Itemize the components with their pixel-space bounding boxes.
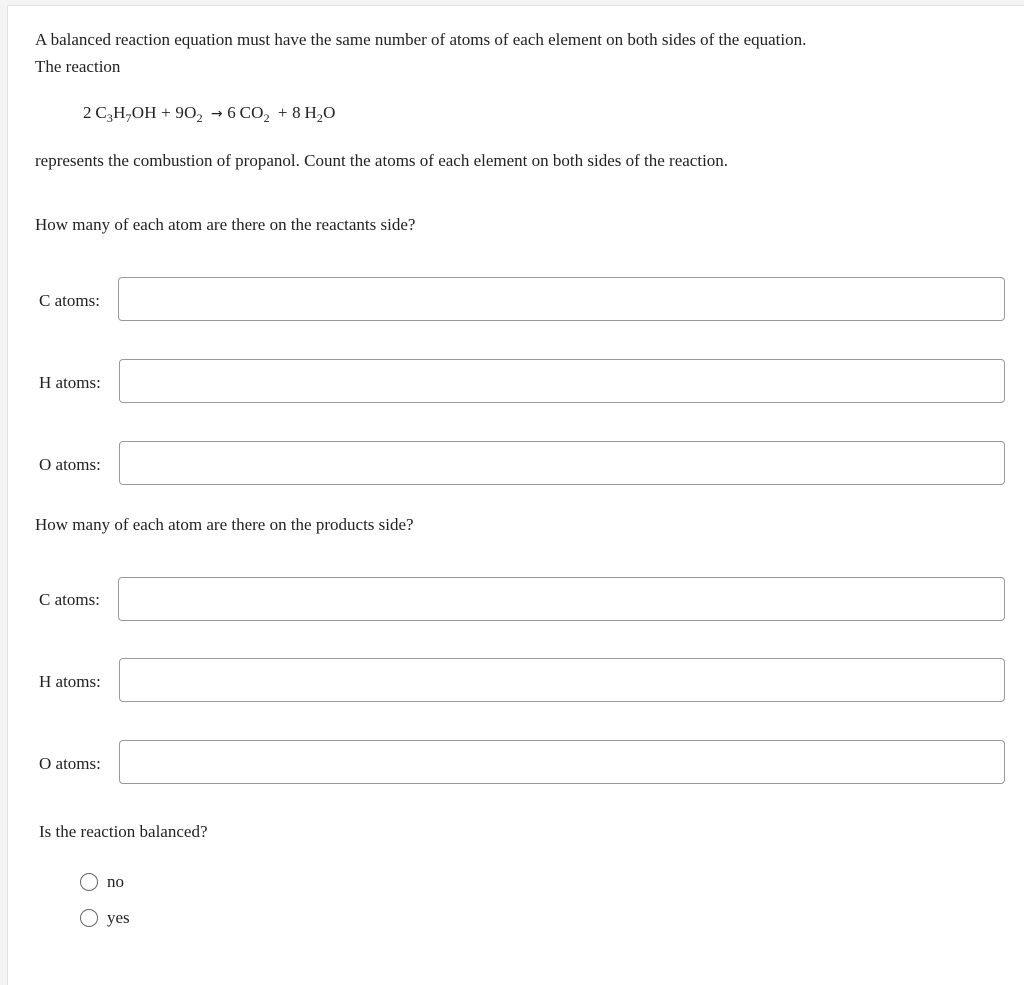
eq-r1-h-sub: 7 [125,111,132,125]
intro-text-2: The reaction [35,57,121,76]
radio-button-no[interactable] [80,873,98,891]
products-h-label: H atoms: [39,672,101,691]
reactants-o-input[interactable] [119,441,1005,485]
intro-text-1: A balanced reaction equation must have the same number of atoms of each element on both sides of the equation. [35,30,807,49]
eq-plus-2: + [277,103,288,122]
reactants-h-label: H atoms: [39,373,101,392]
radio-button-yes[interactable] [80,909,98,927]
eq-r1-coef: 2 [83,103,92,122]
reactants-o-label: O atoms: [39,455,101,474]
eq-r1-rest: OH [131,103,157,122]
products-c-label: C atoms: [39,590,100,609]
question-panel [7,5,1024,985]
intro-text-3: represents the combustion of propanol. Count the atoms of each element on both sides of the reaction. [35,151,729,170]
products-o-label: O atoms: [39,754,101,773]
eq-plus-1: + [161,103,171,122]
eq-p2-o: O [323,103,336,122]
eq-r1-h: H [113,103,126,122]
eq-r2-coef: 9 [175,103,185,122]
eq-p2-coef: 8 [292,103,301,122]
eq-r1-c-sub: 3 [106,111,114,125]
eq-p2-h: H [304,103,317,122]
radio-label-no: no [107,872,124,891]
products-h-input[interactable] [119,658,1005,702]
products-c-input[interactable] [118,577,1005,621]
reactants-question: How many of each atom are there on the reactants side? [35,215,416,234]
eq-p1-o-sub: 2 [263,111,270,125]
eq-r2-o: O [184,103,197,122]
balanced-question: Is the reaction balanced? [39,822,208,841]
products-question: How many of each atom are there on the products side? [35,515,414,534]
eq-p2-h-sub: 2 [316,111,324,125]
eq-p1-coef: 6 [227,103,236,122]
products-o-input[interactable] [119,740,1005,784]
eq-arrow: → [210,106,223,122]
eq-p1-co: CO [239,103,264,122]
reactants-h-input[interactable] [119,359,1005,403]
reactants-c-input[interactable] [118,277,1005,321]
reactants-c-label: C atoms: [39,291,100,310]
radio-option-no[interactable] [80,872,124,892]
reaction-equation [83,103,336,123]
eq-r2-o-sub: 2 [196,111,203,125]
radio-option-yes[interactable] [80,908,130,928]
radio-label-yes: yes [107,908,130,927]
eq-r1-c: C [95,103,107,122]
